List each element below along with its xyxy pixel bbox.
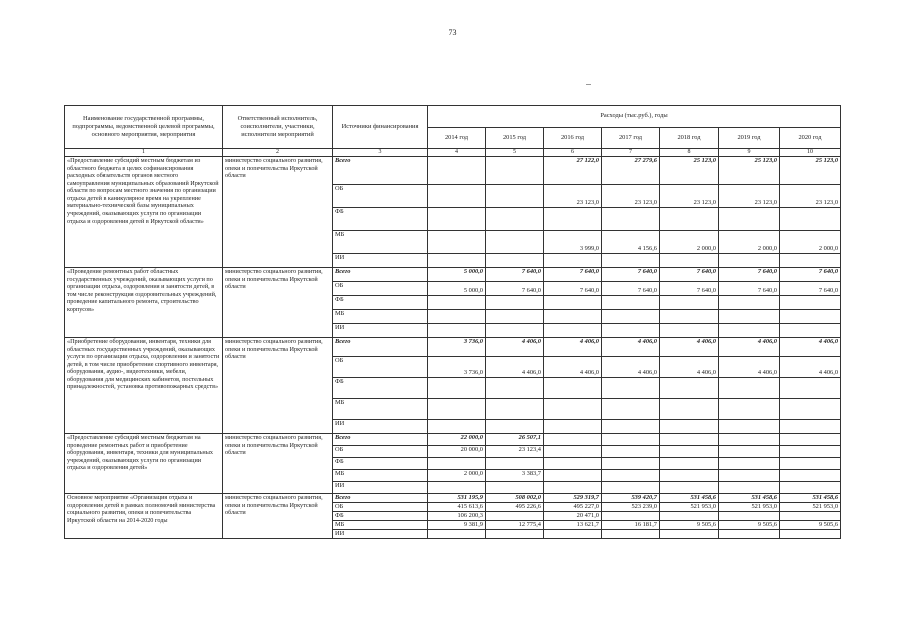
amount-cell: 4 406,0 xyxy=(486,357,544,378)
measure-total-row xyxy=(65,494,841,503)
amount-cell xyxy=(660,208,719,231)
amount-cell: 22 000,0 xyxy=(428,434,486,446)
amount-cell: 521 953,0 xyxy=(780,503,841,512)
amount-cell xyxy=(428,420,486,434)
amount-cell xyxy=(719,470,780,482)
amount-cell: 4 406,0 xyxy=(780,338,841,357)
amount-cell: 508 002,0 xyxy=(486,494,544,503)
amount-cell xyxy=(780,208,841,231)
amount-cell xyxy=(719,530,780,539)
amount-cell xyxy=(486,482,544,494)
amount-cell xyxy=(486,208,544,231)
amount-cell xyxy=(719,434,780,446)
amount-cell: 3 383,7 xyxy=(486,470,544,482)
amount-cell xyxy=(602,446,660,458)
funding-source: ФБ xyxy=(333,458,428,470)
amount-cell xyxy=(486,324,544,338)
page-number: 73 xyxy=(448,28,457,37)
amount-cell: 7 640,0 xyxy=(780,282,841,296)
amount-cell: 26 507,1 xyxy=(486,434,544,446)
header-source: Источники финансирования xyxy=(333,106,428,149)
measure-name: «Приобретение оборудования, инвентаря, техники для областных государственных учреждений, оказывающих услуги по организации отдыха, оздоровления и занятости детей, в том числе приобретение спортивного инвентаря, оборудования, аудио-, видеотехники, мебели, оборудования для медицинских кабинетов, постельных принадлежностей, установка противопожарных средств» xyxy=(65,338,223,434)
amount-cell xyxy=(719,208,780,231)
amount-cell: 3 736,0 xyxy=(428,338,486,357)
funding-source: ОБ xyxy=(333,282,428,296)
amount-cell xyxy=(486,458,544,470)
amount-cell xyxy=(544,310,602,324)
amount-cell xyxy=(428,324,486,338)
amount-cell: 7 640,0 xyxy=(660,268,719,282)
funding-source: Всего xyxy=(333,268,428,282)
amount-cell xyxy=(780,254,841,268)
funding-source: МБ xyxy=(333,231,428,254)
amount-cell: 9 505,6 xyxy=(719,521,780,530)
funding-source: МБ xyxy=(333,399,428,420)
measure-executor: министерство социального развития, опеки и попечительства Иркутской области xyxy=(223,338,333,434)
amount-cell xyxy=(660,512,719,521)
amount-cell: 25 123,0 xyxy=(660,157,719,185)
amount-cell xyxy=(780,296,841,310)
amount-cell xyxy=(719,399,780,420)
amount-cell: 9 381,9 xyxy=(428,521,486,530)
amount-cell: 4 406,0 xyxy=(660,357,719,378)
amount-cell xyxy=(544,296,602,310)
amount-cell xyxy=(602,378,660,399)
amount-cell xyxy=(602,458,660,470)
amount-cell xyxy=(486,157,544,185)
amount-cell xyxy=(602,512,660,521)
amount-cell xyxy=(602,530,660,539)
amount-cell xyxy=(486,530,544,539)
amount-cell: 495 226,6 xyxy=(486,503,544,512)
funding-source: ОБ xyxy=(333,185,428,208)
amount-cell xyxy=(486,399,544,420)
year-cell: 2018 год xyxy=(660,127,719,149)
amount-cell xyxy=(544,446,602,458)
amount-cell xyxy=(719,458,780,470)
amount-cell xyxy=(428,458,486,470)
amount-cell: 7 640,0 xyxy=(544,268,602,282)
amount-cell xyxy=(428,530,486,539)
measure-executor: министерство социального развития, опеки и попечительства Иркутской области xyxy=(223,268,333,338)
measure-name: Основное мероприятие «Организация отдыха и оздоровления детей в рамках полномочий министерства социального развития, опеки и попечительства Иркутской области на 2014-2020 годы xyxy=(65,494,223,539)
amount-cell xyxy=(660,458,719,470)
amount-cell: 23 123,0 xyxy=(544,185,602,208)
funding-source: ФБ xyxy=(333,378,428,399)
measure-executor: министерство социального развития, опеки и попечительства Иркутской области xyxy=(223,434,333,494)
amount-cell: 4 406,0 xyxy=(660,338,719,357)
amount-cell: 20 000,0 xyxy=(428,446,486,458)
amount-cell xyxy=(719,446,780,458)
funding-source: МБ xyxy=(333,470,428,482)
amount-cell: 7 640,0 xyxy=(660,282,719,296)
amount-cell xyxy=(719,254,780,268)
amount-cell: 27 279,6 xyxy=(602,157,660,185)
index-cell: 6 xyxy=(544,149,602,157)
amount-cell xyxy=(544,208,602,231)
amount-cell: 4 156,6 xyxy=(602,231,660,254)
amount-cell xyxy=(780,482,841,494)
amount-cell: 4 406,0 xyxy=(486,338,544,357)
funding-source: МБ xyxy=(333,521,428,530)
amount-cell xyxy=(544,434,602,446)
amount-cell xyxy=(602,296,660,310)
amount-cell xyxy=(719,310,780,324)
amount-cell: 531 458,6 xyxy=(660,494,719,503)
scan-mark xyxy=(586,84,591,85)
header-executor: Ответственный исполнитель, соисполнители, участники, исполнители мероприятий xyxy=(223,106,333,149)
amount-cell xyxy=(486,296,544,310)
amount-cell xyxy=(544,378,602,399)
amount-cell xyxy=(780,324,841,338)
amount-cell: 4 406,0 xyxy=(602,338,660,357)
amount-cell: 25 123,0 xyxy=(719,157,780,185)
amount-cell xyxy=(719,420,780,434)
amount-cell xyxy=(428,254,486,268)
amount-cell xyxy=(780,470,841,482)
funding-source: ОБ xyxy=(333,446,428,458)
measure-name: «Предоставление субсидий местным бюджетам из областного бюджета в целях софинансирования расходных обязательств органов местного самоуправления муниципальных образований Иркутской области по вопросам местного значения по организации отдыха детей в каникулярное время на укрепление материально-технической базы муниципальных учреждений, оказывающих услуги по организации отдыха и оздоровления детей в Иркутской области» xyxy=(65,157,223,268)
amount-cell: 495 227,0 xyxy=(544,503,602,512)
amount-cell xyxy=(544,399,602,420)
amount-cell: 7 640,0 xyxy=(486,268,544,282)
funding-source: Всего xyxy=(333,338,428,357)
amount-cell: 9 505,6 xyxy=(660,521,719,530)
amount-cell xyxy=(780,446,841,458)
amount-cell xyxy=(428,185,486,208)
year-cell: 2020 год xyxy=(780,127,841,149)
funding-source: ИИ xyxy=(333,530,428,539)
amount-cell: 7 640,0 xyxy=(602,282,660,296)
amount-cell xyxy=(660,324,719,338)
index-cell: 5 xyxy=(486,149,544,157)
column-index-row xyxy=(65,149,841,157)
amount-cell xyxy=(602,310,660,324)
amount-cell: 7 640,0 xyxy=(719,268,780,282)
amount-cell: 23 123,0 xyxy=(780,185,841,208)
amount-cell xyxy=(544,324,602,338)
amount-cell: 23 123,0 xyxy=(719,185,780,208)
year-cell: 2015 год xyxy=(486,127,544,149)
amount-cell xyxy=(428,157,486,185)
amount-cell xyxy=(660,296,719,310)
amount-cell: 2 000,0 xyxy=(660,231,719,254)
amount-cell xyxy=(544,482,602,494)
amount-cell xyxy=(660,310,719,324)
index-cell: 10 xyxy=(780,149,841,157)
amount-cell xyxy=(602,399,660,420)
amount-cell xyxy=(486,231,544,254)
funding-source: ОБ xyxy=(333,503,428,512)
amount-cell xyxy=(660,254,719,268)
funding-source: ИИ xyxy=(333,254,428,268)
index-cell: 2 xyxy=(223,149,333,157)
index-cell: 7 xyxy=(602,149,660,157)
amount-cell: 5 000,0 xyxy=(428,282,486,296)
amount-cell: 531 458,6 xyxy=(780,494,841,503)
amount-cell: 12 775,4 xyxy=(486,521,544,530)
amount-cell xyxy=(486,420,544,434)
amount-cell xyxy=(544,420,602,434)
year-cell: 2019 год xyxy=(719,127,780,149)
funding-source: ФБ xyxy=(333,296,428,310)
amount-cell xyxy=(544,530,602,539)
amount-cell xyxy=(660,530,719,539)
amount-cell xyxy=(660,434,719,446)
amount-cell xyxy=(719,296,780,310)
header-name: Наименование государственной программы, подпрограммы, ведомственной целевой программы, основного мероприятия, мероприятия xyxy=(65,106,223,149)
measure-name: «Предоставление субсидий местным бюджетам на проведение ремонтных работ и приобретение оборудования, инвентаря, техники для муниципальных учреждений, оказывающих услуги по организации отдыха и оздоровления детей» xyxy=(65,434,223,494)
amount-cell: 4 406,0 xyxy=(719,357,780,378)
measure-total-row xyxy=(65,157,841,185)
amount-cell xyxy=(544,254,602,268)
amount-cell xyxy=(602,482,660,494)
amount-cell xyxy=(660,482,719,494)
amount-cell: 23 123,0 xyxy=(602,185,660,208)
index-cell: 4 xyxy=(428,149,486,157)
amount-cell xyxy=(428,231,486,254)
measure-executor: министерство социального развития, опеки и попечительства Иркутской области xyxy=(223,494,333,539)
amount-cell xyxy=(602,434,660,446)
amount-cell xyxy=(780,310,841,324)
year-cell: 2017 год xyxy=(602,127,660,149)
amount-cell xyxy=(428,208,486,231)
amount-cell xyxy=(602,420,660,434)
amount-cell: 7 640,0 xyxy=(780,268,841,282)
amount-cell xyxy=(486,378,544,399)
funding-source: МБ xyxy=(333,310,428,324)
amount-cell xyxy=(486,310,544,324)
amount-cell: 23 123,4 xyxy=(486,446,544,458)
amount-cell: 7 640,0 xyxy=(486,282,544,296)
amount-cell: 2 000,0 xyxy=(780,231,841,254)
index-cell: 3 xyxy=(333,149,428,157)
amount-cell xyxy=(780,512,841,521)
amount-cell: 523 239,0 xyxy=(602,503,660,512)
funding-source: ФБ xyxy=(333,512,428,521)
measure-name: «Проведение ремонтных работ областных государственных учреждений, оказывающих услуги по организации отдыха, оздоровления и занятости детей, в том числе реконструкция оздоровительных учреждений, проведение капитального ремонта, строительство корпусов» xyxy=(65,268,223,338)
amount-cell xyxy=(428,310,486,324)
amount-cell xyxy=(660,420,719,434)
amount-cell: 13 621,7 xyxy=(544,521,602,530)
index-cell: 9 xyxy=(719,149,780,157)
measure-executor: министерство социального развития, опеки и попечительства Иркутской области xyxy=(223,157,333,268)
amount-cell: 3 736,0 xyxy=(428,357,486,378)
amount-cell xyxy=(780,399,841,420)
measure-total-row xyxy=(65,268,841,282)
amount-cell: 16 181,7 xyxy=(602,521,660,530)
amount-cell: 7 640,0 xyxy=(544,282,602,296)
amount-cell xyxy=(780,420,841,434)
amount-cell: 23 123,0 xyxy=(660,185,719,208)
year-cell: 2014 год xyxy=(428,127,486,149)
amount-cell: 521 953,0 xyxy=(660,503,719,512)
year-cell: 2016 год xyxy=(544,127,602,149)
amount-cell xyxy=(428,296,486,310)
amount-cell: 531 195,9 xyxy=(428,494,486,503)
amount-cell: 4 406,0 xyxy=(544,338,602,357)
amount-cell: 529 319,7 xyxy=(544,494,602,503)
measure-total-row xyxy=(65,434,841,446)
funding-source: ОБ xyxy=(333,357,428,378)
funding-source: Всего xyxy=(333,494,428,503)
amount-cell: 4 406,0 xyxy=(719,338,780,357)
amount-cell xyxy=(660,378,719,399)
amount-cell: 531 458,6 xyxy=(719,494,780,503)
amount-cell xyxy=(428,399,486,420)
amount-cell xyxy=(544,458,602,470)
amount-cell: 7 640,0 xyxy=(719,282,780,296)
amount-cell: 9 505,6 xyxy=(780,521,841,530)
amount-cell xyxy=(428,378,486,399)
amount-cell: 4 406,0 xyxy=(544,357,602,378)
amount-cell: 25 123,0 xyxy=(780,157,841,185)
amount-cell xyxy=(602,254,660,268)
amount-cell xyxy=(780,458,841,470)
amount-cell: 4 406,0 xyxy=(602,357,660,378)
amount-cell: 3 999,0 xyxy=(544,231,602,254)
amount-cell xyxy=(428,482,486,494)
header-expenses: Расходы (тыс.руб.), годы xyxy=(428,106,841,128)
amount-cell xyxy=(780,434,841,446)
index-cell: 1 xyxy=(65,149,223,157)
amount-cell: 2 000,0 xyxy=(719,231,780,254)
amount-cell xyxy=(780,378,841,399)
funding-source: ФБ xyxy=(333,208,428,231)
amount-cell: 521 953,0 xyxy=(719,503,780,512)
funding-source: ИИ xyxy=(333,420,428,434)
amount-cell: 7 640,0 xyxy=(602,268,660,282)
amount-cell xyxy=(486,185,544,208)
funding-source: Всего xyxy=(333,157,428,185)
amount-cell xyxy=(660,399,719,420)
amount-cell xyxy=(486,254,544,268)
amount-cell xyxy=(602,208,660,231)
amount-cell xyxy=(660,470,719,482)
amount-cell xyxy=(719,378,780,399)
funding-source: Всего xyxy=(333,434,428,446)
amount-cell xyxy=(719,482,780,494)
amount-cell: 5 000,0 xyxy=(428,268,486,282)
amount-cell xyxy=(660,446,719,458)
amount-cell: 415 613,6 xyxy=(428,503,486,512)
amount-cell xyxy=(780,530,841,539)
amount-cell xyxy=(544,470,602,482)
amount-cell: 27 122,0 xyxy=(544,157,602,185)
expenses-table xyxy=(64,105,841,539)
header-row xyxy=(65,106,841,128)
funding-source: ИИ xyxy=(333,482,428,494)
amount-cell xyxy=(602,470,660,482)
amount-cell: 2 000,0 xyxy=(428,470,486,482)
amount-cell: 4 406,0 xyxy=(780,357,841,378)
amount-cell: 106 200,3 xyxy=(428,512,486,521)
amount-cell xyxy=(486,512,544,521)
measure-total-row xyxy=(65,338,841,357)
amount-cell xyxy=(719,512,780,521)
index-cell: 8 xyxy=(660,149,719,157)
amount-cell xyxy=(602,324,660,338)
funding-source: ИИ xyxy=(333,324,428,338)
amount-cell xyxy=(719,324,780,338)
amount-cell: 20 471,0 xyxy=(544,512,602,521)
amount-cell: 539 420,7 xyxy=(602,494,660,503)
